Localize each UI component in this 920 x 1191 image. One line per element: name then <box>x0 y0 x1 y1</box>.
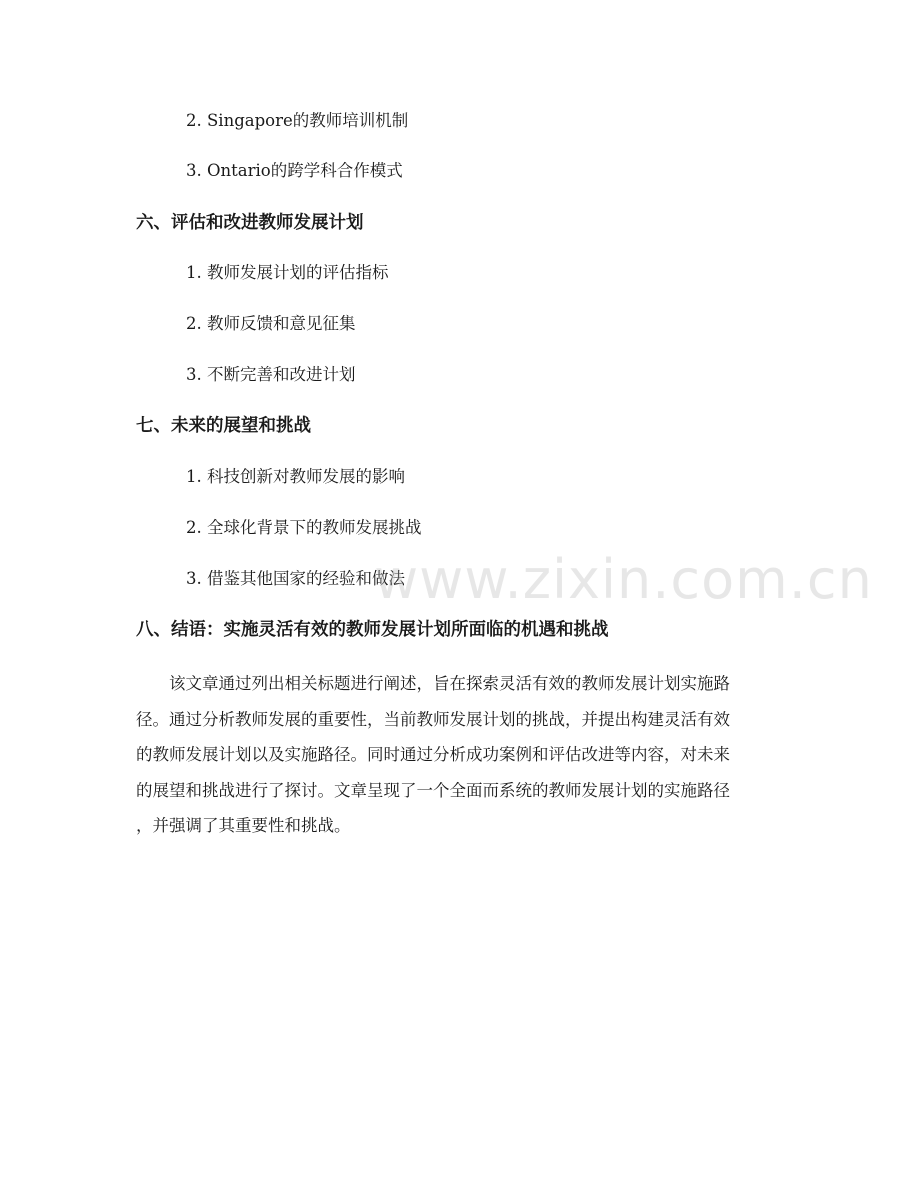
paragraph-line: 的教师发展计划以及实施路径。同时通过分析成功案例和评估改进等内容，对未来 <box>136 745 730 764</box>
list-item: 1. 科技创新对教师发展的影响 <box>186 467 405 486</box>
list-item: 3. Ontario的跨学科合作模式 <box>186 161 403 180</box>
list-item: 1. 教师发展计划的评估指标 <box>186 263 389 282</box>
watermark: www.zixin.com.cn <box>374 548 873 611</box>
paragraph-line: ，并强调了其重要性和挑战。 <box>136 816 351 835</box>
paragraph-line: 径。通过分析教师发展的重要性，当前教师发展计划的挑战，并提出构建灵活有效 <box>136 709 730 729</box>
list-item: 3. 不断完善和改进计划 <box>186 365 356 384</box>
section-heading: 七、未来的展望和挑战 <box>136 416 311 436</box>
paragraph-line: 的展望和挑战进行了探讨。文章呈现了一个全面而系统的教师发展计划的实施路径 <box>136 780 730 800</box>
paragraph-line: 该文章通过列出相关标题进行阐述，旨在探索灵活有效的教师发展计划实施路 <box>169 674 730 693</box>
list-item: 3. 借鉴其他国家的经验和做法 <box>186 569 405 588</box>
section-heading: 八、结语：实施灵活有效的教师发展计划所面临的机遇和挑战 <box>136 620 609 640</box>
conclusion-paragraph <box>136 666 786 844</box>
section-heading: 六、评估和改进教师发展计划 <box>136 213 364 233</box>
list-item: 2. 教师反馈和意见征集 <box>186 314 356 333</box>
list-item: 2. Singapore的教师培训机制 <box>186 111 409 130</box>
list-item: 2. 全球化背景下的教师发展挑战 <box>186 518 422 537</box>
